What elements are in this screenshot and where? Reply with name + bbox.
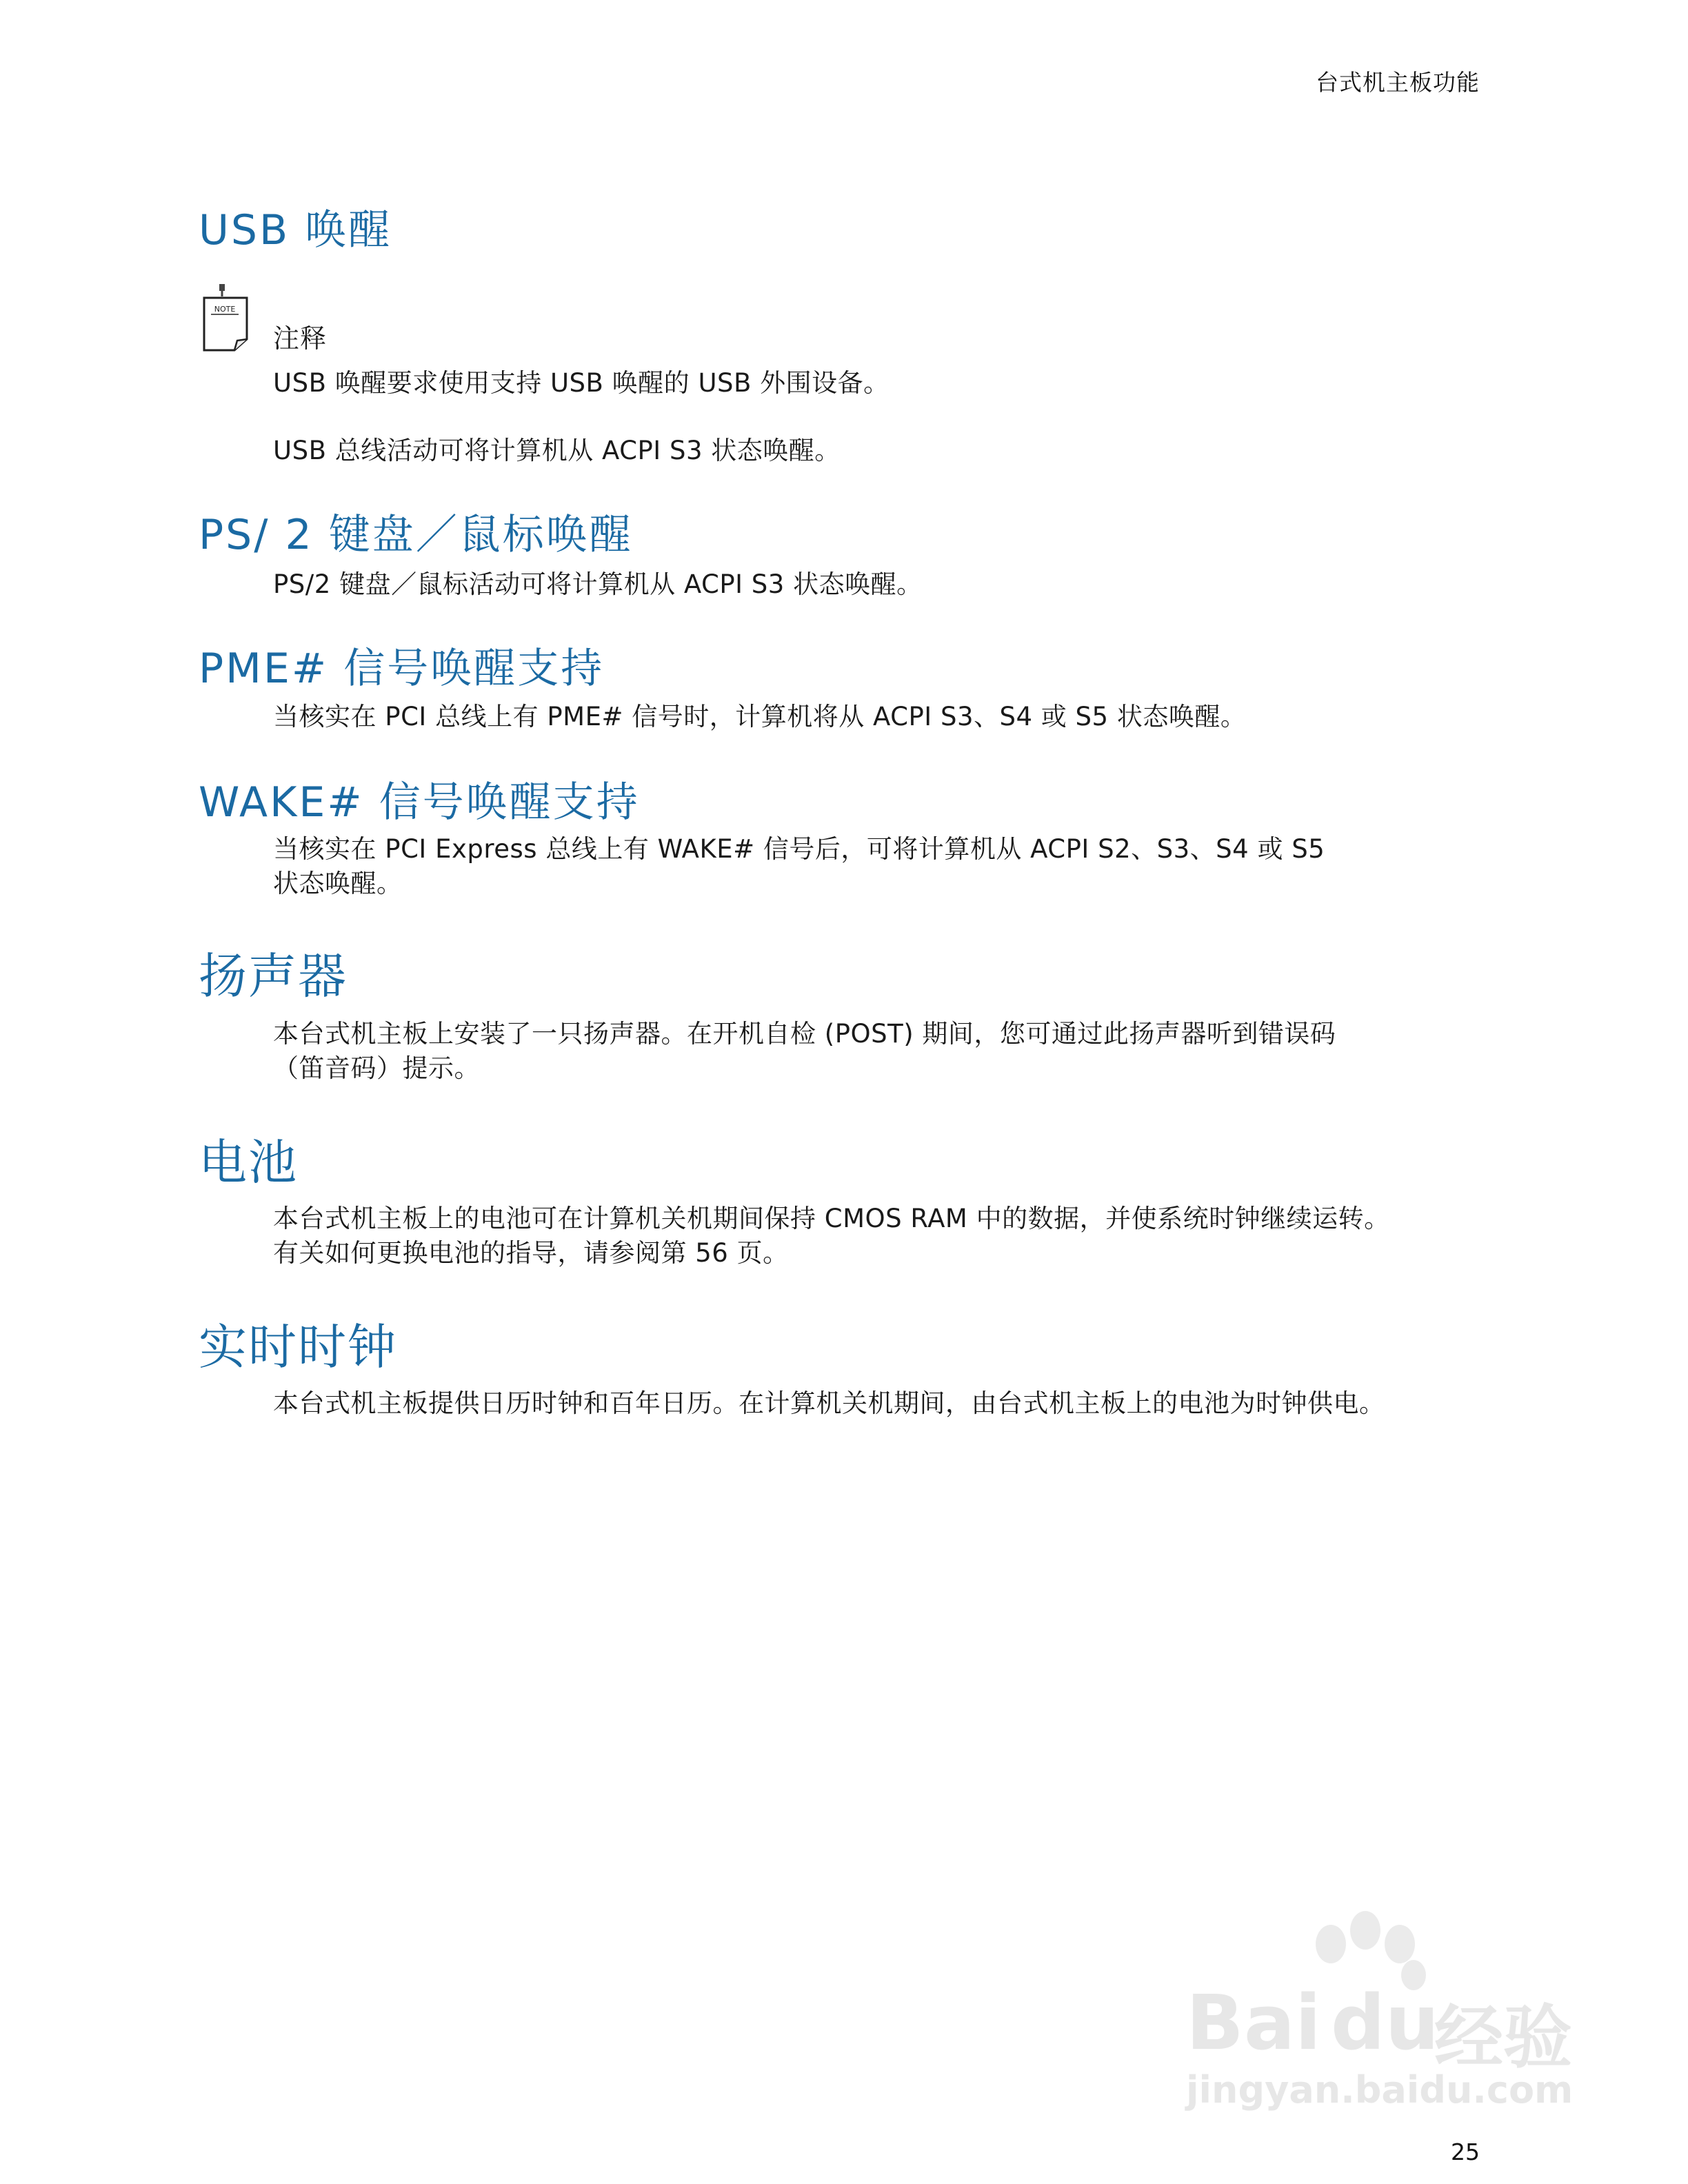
heading-pme-wake: PME# 信号唤醒支持 bbox=[199, 645, 605, 693]
page-number: 25 bbox=[1451, 2138, 1480, 2165]
watermark-brand-cn: 经验 bbox=[1434, 1997, 1572, 2078]
heading-speaker: 扬声器 bbox=[199, 948, 348, 1004]
rtc-paragraph: 本台式机主板提供日历时钟和百年日历。在计算机关机期间，由台式机主板上的电池为时钟供电。 bbox=[273, 1388, 1385, 1418]
usb-wake-paragraph-2: USB 总线活动可将计算机从 ACPI S3 状态唤醒。 bbox=[273, 436, 841, 465]
baidu-watermark bbox=[1172, 1903, 1586, 2110]
heading-usb-wake: USB 唤醒 bbox=[199, 206, 392, 254]
watermark-brand: Bai bbox=[1186, 1979, 1321, 2067]
heading-ps2-wake: PS/ 2 键盘／鼠标唤醒 bbox=[199, 511, 633, 559]
ps2-wake-paragraph: PS/2 键盘／鼠标活动可将计算机从 ACPI S3 状态唤醒。 bbox=[273, 569, 923, 599]
battery-paragraph-line-1: 本台式机主板上的电池可在计算机关机期间保持 CMOS RAM 中的数据，并使系统时钟继续运转。 bbox=[273, 1204, 1390, 1233]
watermark-url: jingyan.baidu.com bbox=[1186, 2068, 1574, 2112]
watermark-brand-paw: du bbox=[1331, 1979, 1440, 2067]
heading-wake-signal: WAKE# 信号唤醒支持 bbox=[199, 778, 640, 827]
battery-paragraph-line-2: 有关如何更换电池的指导，请参阅第 56 页。 bbox=[273, 1238, 789, 1268]
svg-text:NOTE: NOTE bbox=[214, 305, 236, 314]
speaker-paragraph-line-1: 本台式机主板上安装了一只扬声器。在开机自检 (POST) 期间，您可通过此扬声器听到错误码 bbox=[273, 1019, 1336, 1049]
usb-wake-paragraph-1: USB 唤醒要求使用支持 USB 唤醒的 USB 外围设备。 bbox=[273, 368, 890, 398]
heading-battery: 电池 bbox=[199, 1134, 298, 1191]
wake-signal-paragraph-line-2: 状态唤醒。 bbox=[273, 869, 403, 898]
note-icon bbox=[199, 283, 254, 352]
pme-wake-paragraph: 当核实在 PCI 总线上有 PME# 信号时，计算机将从 ACPI S3、S4 或 S5 状态唤醒。 bbox=[273, 702, 1247, 731]
heading-real-time-clock: 实时时钟 bbox=[199, 1319, 397, 1375]
wake-signal-paragraph-line-1: 当核实在 PCI Express 总线上有 WAKE# 信号后，可将计算机从 ACPI S2、S3、S4 或 S5 bbox=[273, 834, 1325, 864]
speaker-paragraph-line-2: （笛音码）提示。 bbox=[273, 1053, 480, 1083]
running-header: 台式机主板功能 bbox=[1316, 69, 1480, 96]
note-label: 注释 bbox=[273, 323, 328, 354]
